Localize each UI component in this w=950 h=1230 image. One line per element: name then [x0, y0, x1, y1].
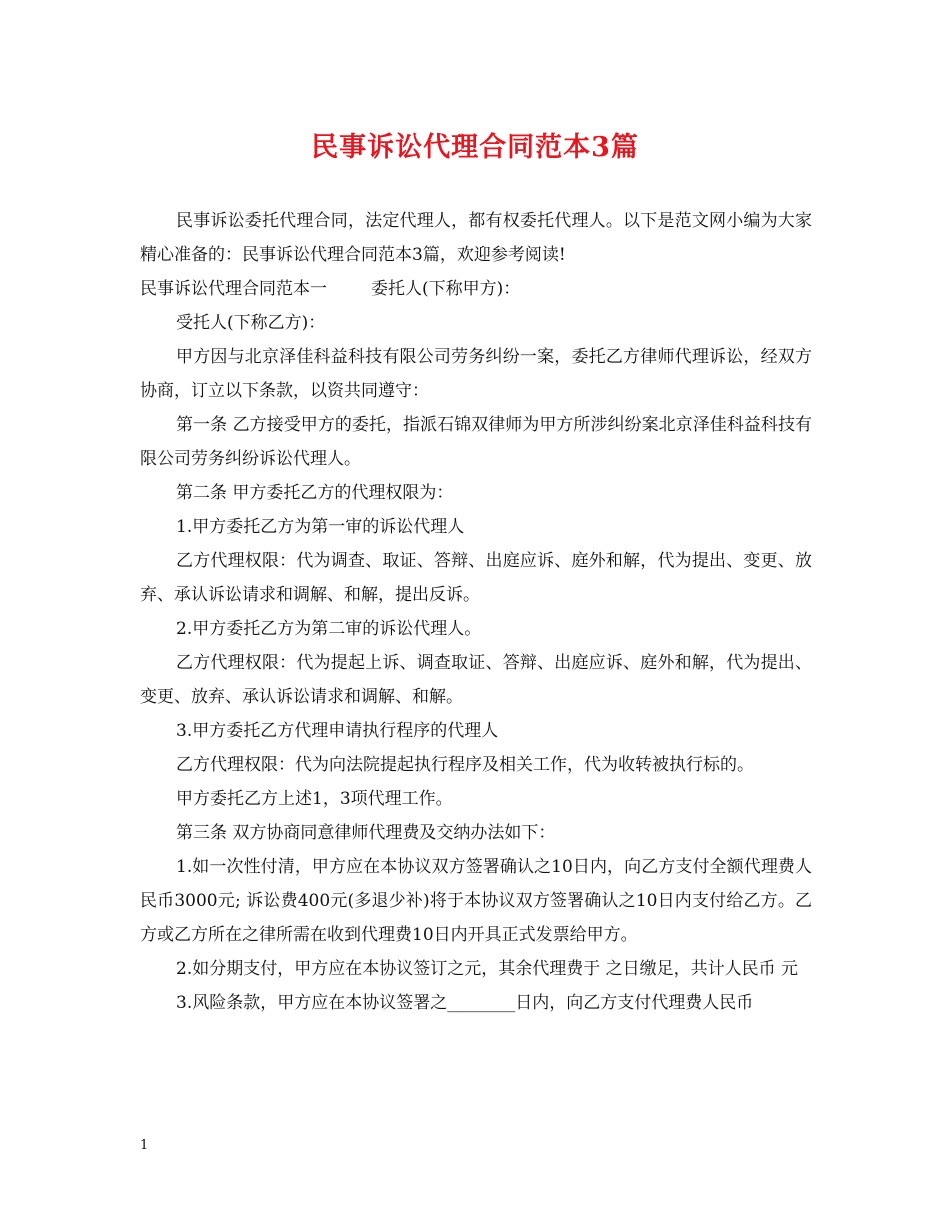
- page-number: 1: [140, 1138, 149, 1153]
- preamble-paragraph: 甲方因与北京泽佳科益科技有限公司劳务纠纷一案，委托乙方律师代理诉讼，经双方协商，订立以下条款，以资共同遵守：: [140, 347, 812, 401]
- intro-paragraph: 民事诉讼委托代理合同，法定代理人，都有权委托代理人。以下是范文网小编为大家精心准备的：民事诉讼代理合同范本3篇，欢迎参考阅读!: [140, 211, 812, 265]
- document-body: [140, 204, 812, 1020]
- article-2-item-2-scope: 乙方代理权限：代为提起上诉、调查取证、答辩、出庭应诉、庭外和解，代为提出、变更、放弃、承认诉讼请求和调解、和解。: [140, 653, 812, 707]
- article-2-item-2: 2.甲方委托乙方为第二审的诉讼代理人。: [176, 619, 482, 639]
- article-3: 第三条 双方协商同意律师代理费及交纳办法如下：: [176, 823, 556, 843]
- article-3-item-1: 1.如一次性付清，甲方应在本协议双方签署确认之10日内，向乙方支付全额代理费人民币3000元; 诉讼费400元(多退少补)将于本协议双方签署确认之10日内支付给乙方。乙方或乙方所在之律所需在收到代理费10日内开具正式发票给甲方。: [140, 857, 812, 945]
- article-3-item-2: 2.如分期支付，甲方应在本协议签订之元，其余代理费于 之日缴足，共计人民币 元: [176, 959, 799, 979]
- article-3-item-3: 3.风险条款，甲方应在本协议签署之________日内，向乙方支付代理费人民币: [176, 993, 754, 1013]
- article-2-item-3-scope: 乙方代理权限：代为向法院提起执行程序及相关工作，代为收转被执行标的。: [176, 755, 754, 775]
- article-2-summary: 甲方委托乙方上述1，3项代理工作。: [176, 789, 453, 809]
- article-2-item-1: 1.甲方委托乙方为第一审的诉讼代理人: [176, 517, 465, 537]
- section-heading: 民事诉讼代理合同范本一: [140, 279, 327, 299]
- article-1: 第一条 乙方接受甲方的委托，指派石锦双律师为甲方所涉纠纷案北京泽佳科益科技有限公司劳务纠纷诉讼代理人。: [140, 415, 812, 469]
- party-b-label: 受托人(下称乙方)：: [176, 313, 326, 333]
- party-a-label: 委托人(下称甲方)：: [371, 279, 521, 299]
- article-2: 第二条 甲方委托乙方的代理权限为：: [176, 483, 454, 503]
- article-2-item-1-scope: 乙方代理权限：代为调查、取证、答辩、出庭应诉、庭外和解，代为提出、变更、放弃、承认诉讼请求和调解、和解，提出反诉。: [140, 551, 812, 605]
- document-title: 民事诉讼代理合同范本3篇: [311, 132, 639, 163]
- section-heading-line: [140, 272, 812, 306]
- article-2-item-3: 3.甲方委托乙方代理申请执行程序的代理人: [176, 721, 499, 741]
